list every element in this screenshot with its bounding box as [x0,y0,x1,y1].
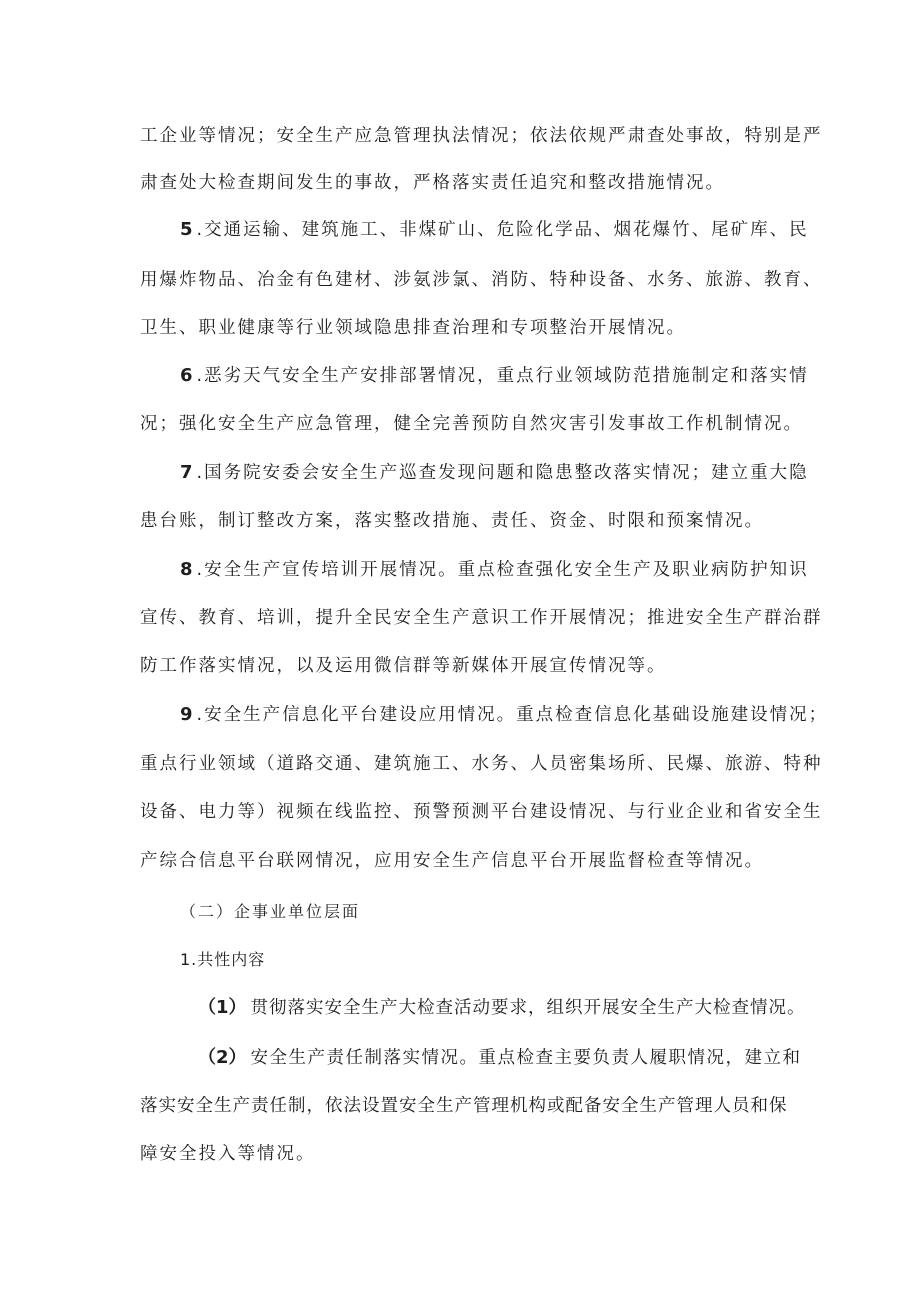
item-number: 9 [180,704,193,725]
text-line: 宣传、教育、培训，提升全民安全生产意识工作开展情况；推进安全生产群治群 [140,608,823,628]
item-number: （2） [198,1047,247,1068]
text-line: 重点行业领域（道路交通、建筑施工、水务、人员密集场所、民爆、旅游、特种 [140,754,823,774]
text-line: .安全生产宣传培训开展情况。重点检查强化安全生产及职业病防护知识 [196,560,809,580]
text-line: .安全生产信息化平台建设应用情况。重点检查信息化基础设施建设情况； [196,705,829,725]
text-line: 患台账，制订整改方案，落实整改措施、责任、资金、时限和预案情况。 [140,511,764,531]
text-line: 障安全投入等情况。 [140,1144,316,1164]
text-line: 工企业等情况；安全生产应急管理执法情况；依法依规严肃查处事故，特别是严 [140,126,823,146]
item-number: 8 [180,559,193,580]
text-line: 肃查处大检查期间发生的事故，严格落实责任追究和整改措施情况。 [140,173,725,193]
text-line: 况；强化安全生产应急管理，健全完善预防自然灾害引发事故工作机制情况。 [140,414,803,434]
section-heading: （二）企事业单位层面 [180,902,361,921]
text-line: .恶劣天气安全生产安排部署情况，重点行业领域防范措施制定和落实情 [196,366,809,386]
item-number: 6 [180,365,193,386]
text-line: 用爆炸物品、冶金有色建材、涉氨涉氯、消防、特种设备、水务、旅游、教育、 [140,270,823,290]
text-line: .交通运输、建筑施工、非煤矿山、危险化学品、烟花爆竹、尾矿库、民 [196,220,809,240]
text-line: 产综合信息平台联网情况，应用安全生产信息平台开展监督检查等情况。 [140,851,764,871]
list-item-5 [180,218,920,242]
list-item-9 [180,703,920,727]
paragraph-2 [198,1046,920,1070]
subsection-heading: 1.共性内容 [180,950,266,969]
text-line: 贯彻落实安全生产大检查活动要求，组织开展安全生产大检查情况。 [250,998,806,1018]
item-number: （1） [198,997,247,1018]
text-line: 卫生、职业健康等行业领域隐患排查治理和专项整治开展情况。 [140,318,686,338]
text-line: 落实安全生产责任制，依法设置安全生产管理机构或配备安全生产管理人员和保 [140,1096,788,1116]
text-line: 防工作落实情况，以及运用微信群等新媒体开展宣传情况等。 [140,656,667,676]
list-item-7 [180,461,920,485]
paragraph-1 [198,996,920,1020]
item-number: 5 [180,219,193,240]
text-line: .国务院安委会安全生产巡查发现问题和隐患整改落实情况；建立重大隐 [196,463,809,483]
item-number: 7 [180,462,193,483]
list-item-8 [180,558,920,582]
text-line: 安全生产责任制落实情况。重点检查主要负责人履职情况，建立和 [250,1048,802,1068]
list-item-6 [180,364,920,388]
text-line: 设备、电力等）视频在线监控、预警预测平台建设情况、与行业企业和省安全生 [140,802,823,822]
